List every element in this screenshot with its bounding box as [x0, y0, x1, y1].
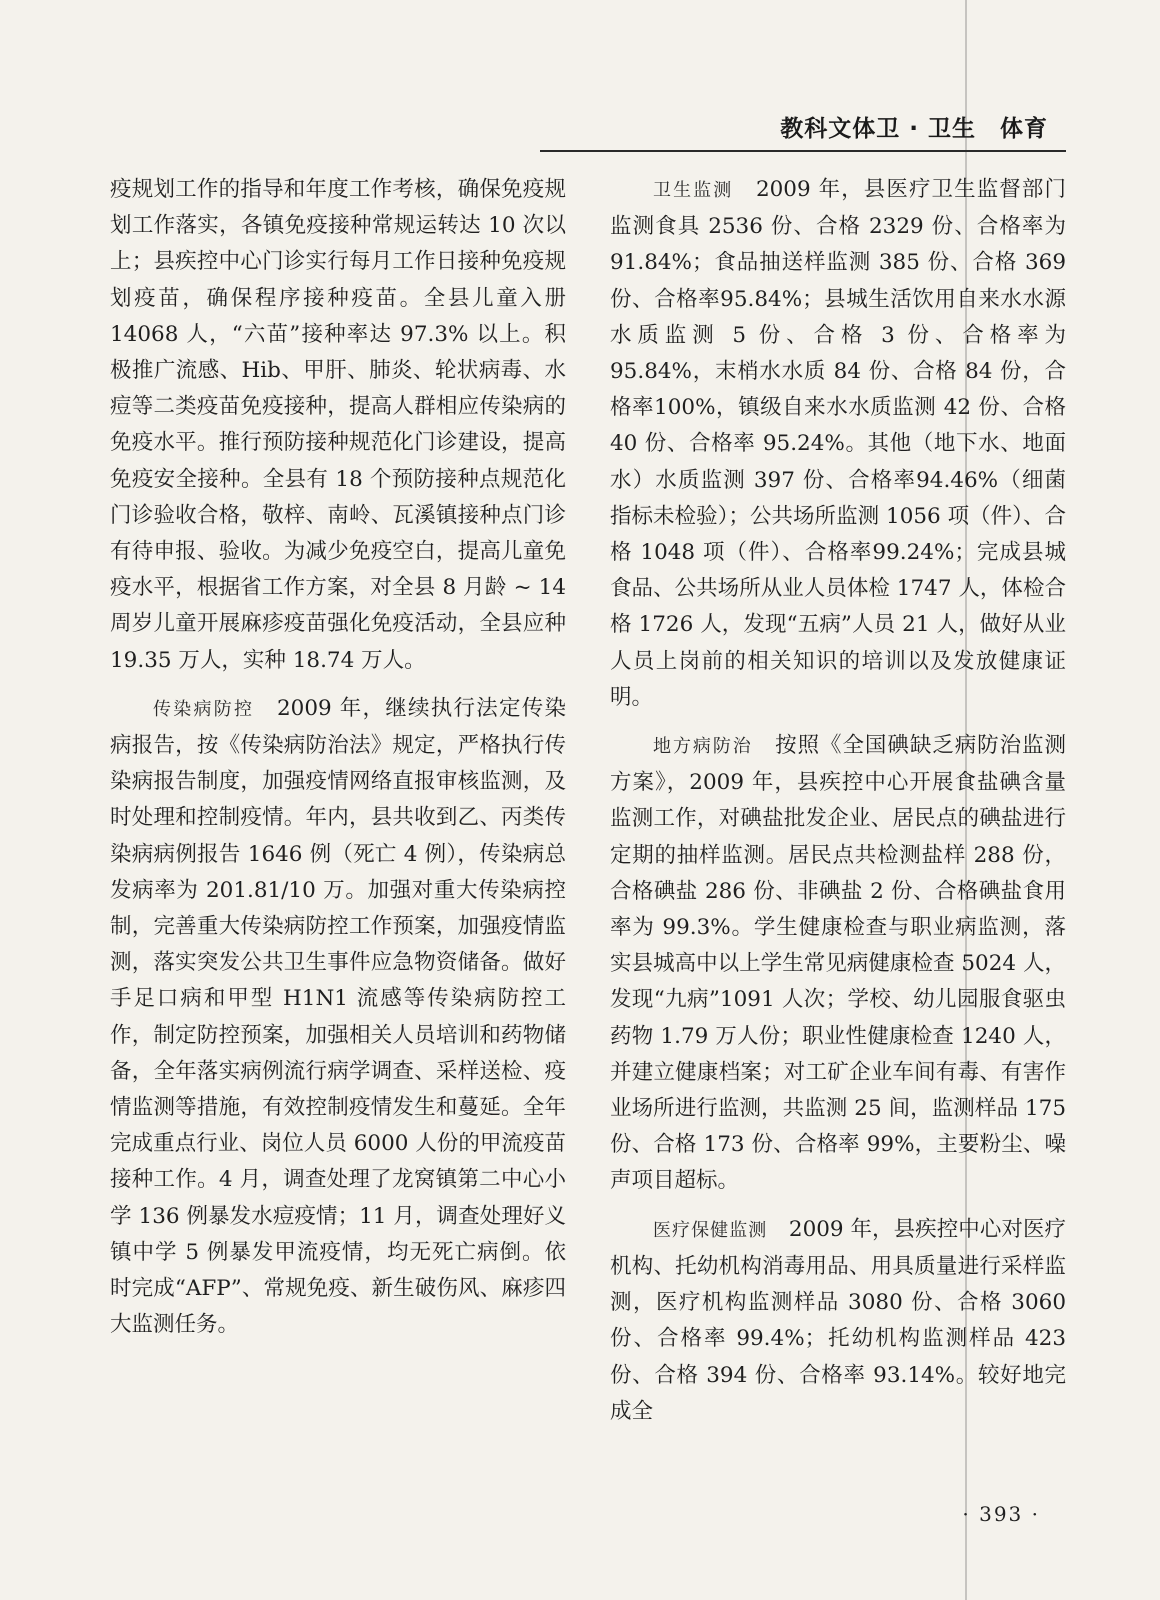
page-number: · 393 · [962, 1502, 1040, 1526]
paragraph-body: 2009 年，县疾控中心对医疗机构、托幼机构消毒用品、用具质量进行采样监测，医疗机构监测样品 3080 份、合格 3060 份、合格率 99.4%；托幼机构监测样品 423 份、合格 394 份、合格率 93.14%。较好地完成全 [610, 1216, 1067, 1424]
paragraph-body: 按照《全国碘缺乏病防治监测方案》，2009 年，县疾控中心开展食盐碘含量监测工作，对碘盐批发企业、居民点的碘盐进行定期的抽样监测。居民点共检测盐样 288 份，合格碘盐 286 份、非碘盐 2 份、合格碘盐食用率为 99.3%。学生健康检查与职业病监测，落实县城高中以上学生常见病健康检查 5024 人，发现“九病”1091 人次；学校、幼儿园服食驱虫药物 1.79 万人份；职业性健康检查 1240 人，并建立健康档案；对工矿企业车间有毒、有害作业场所进行监测，共监测 25 间，监测样品 175 份、合格 173 份、合格率 99%，主要粉尘、噪声项目超标。 [610, 733, 1066, 1194]
section-lead-health-monitoring: 卫生监测 [653, 180, 734, 201]
paragraph-medical-monitoring [610, 1212, 1066, 1430]
paragraph-body: 2009 年，县医疗卫生监督部门监测食具 2536 份、合格 2329 份、合格率为 91.84%；食品抽送样监测 385 份、合格 369 份、合格率95.84%；县城生活饮用自来水水源水质监测 5 份、合格 3 份、合格率为95.84%，末梢水水质 84 份、合格 84 份，合格率100%，镇级自来水水质监测 42 份、合格 40 份、合格率 95.24%。其他（地下水、地面水）水质监测 397 份、合格率94.46%（细菌指标未检验）；公共场所监测 1056 项（件）、合格 1048 项（件）、合格率99.24%；完成县城食品、公共场所从业人员体检 1747 人，体检合格 1726 人，发现“五病”人员 21 人，做好从业人员上岗前的相关知识的培训以及发放健康证明。 [610, 177, 1066, 710]
header-rule [540, 150, 1066, 152]
section-lead-infectious-disease: 传染病防控 [153, 698, 255, 720]
paragraph-health-monitoring [610, 172, 1066, 716]
section-header: 教科文体卫 · 卫生 体育 [780, 116, 1048, 142]
paragraph-immunization: 疫规划工作的指导和年度工作考核，确保免疫规划工作落实，各镇免疫接种常规运转达 10 次以上；县疾控中心门诊实行每月工作日接种免疫规划疫苗，确保程序接种疫苗。全县儿童入册 14068 人，“六苗”接种率达 97.3% 以上。积极推广流感、Hib、甲肝、肺炎、轮状病毒、水痘等二类疫苗免疫接种，提高人群相应传染病的免疫水平。推行预防接种规范化门诊建设，提高免疫安全接种。全县有 18 个预防接种点规范化门诊验收合格，敬梓、南岭、瓦溪镇接种点门诊有待申报、验收。为减少免疫空白，提高儿童免疫水平，根据省工作方案，对全县 8 月龄 ~ 14 周岁儿童开展麻疹疫苗强化免疫活动，全县应种 19.35 万人，实种 18.74 万人。 [110, 177, 566, 673]
section-lead-medical-monitoring: 医疗保健监测 [653, 1219, 768, 1241]
paragraph-infectious-disease [110, 691, 566, 1344]
right-column [610, 172, 1066, 1442]
paragraph-body: 2009 年，继续执行法定传染病报告，按《传染病防治法》规定，严格执行传染病报告制度，加强疫情网络直报审核监测，及时处理和控制疫情。年内，县共收到乙、丙类传染病病例报告 1646 例（死亡 4 例），传染病总发病率为 201.81/10 万。加强对重大传染病控制，完善重大传染病防控工作预案，加强疫情监测，落实突发公共卫生事件应急物资储备。做好手足口病和甲型 H1N1 流感等传染病防控工作，制定防控预案，加强相关人员培训和药物储备，全年落实病例流行病学调查、采样送检、疫情监测等措施，有效控制疫情发生和蔓延。全年完成重点行业、岗位人员 6000 人份的甲流疫苗接种工作。4 月，调查处理了龙窝镇第二中心小学 136 例暴发水痘疫情；11 月，调查处理好义镇中学 5 例暴发甲流疫情，均无死亡病倒。依时完成“AFP”、常规免疫、新生破伤风、麻疹四大监测任务。 [110, 695, 566, 1338]
paragraph-endemic-disease [610, 728, 1066, 1200]
left-column [110, 172, 566, 1356]
section-lead-endemic-disease: 地方病防治 [653, 736, 753, 758]
